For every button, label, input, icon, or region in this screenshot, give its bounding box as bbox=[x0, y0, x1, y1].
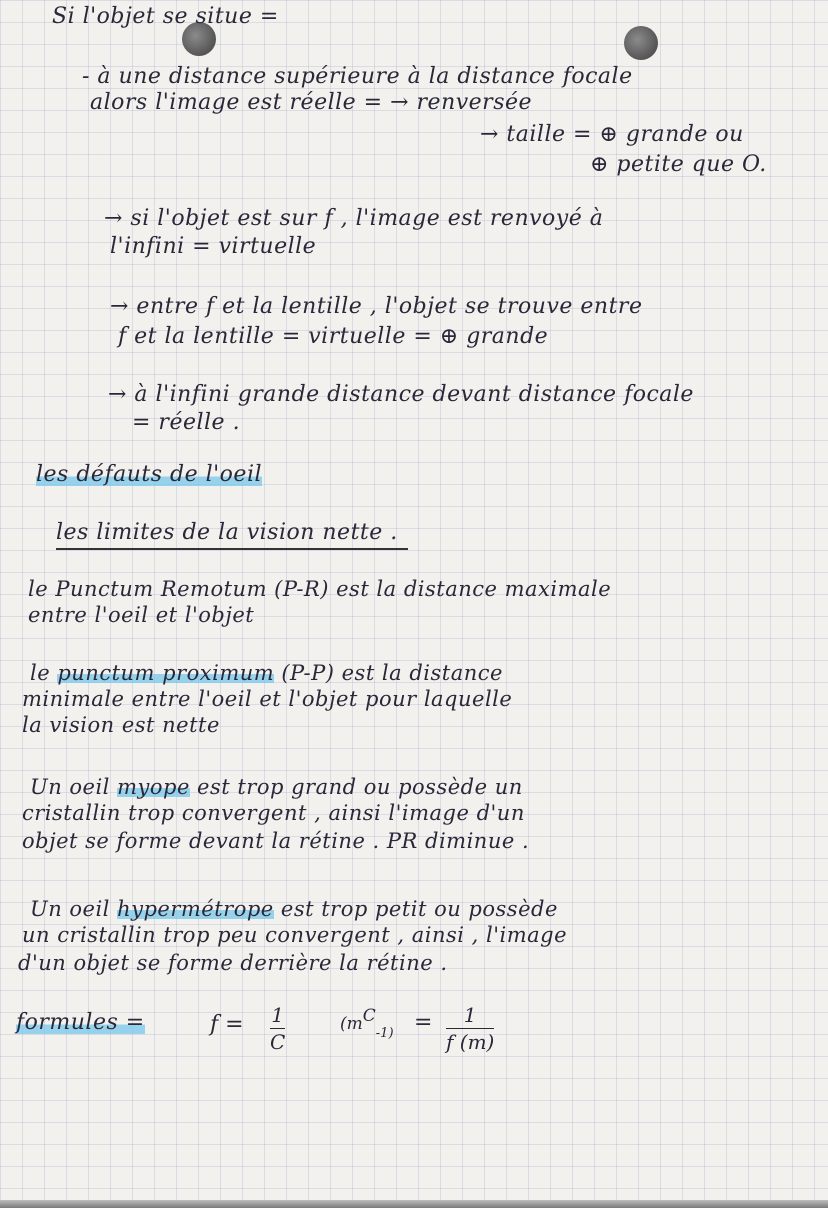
myope-line2: cristallin trop convergent , ainsi l'image d'un bbox=[22, 801, 525, 825]
formula-1-numerator: 1 bbox=[271, 1003, 285, 1027]
case1-line3: → taille = ⊕ grande ou bbox=[480, 122, 744, 147]
formula-2-lhs-c: C bbox=[362, 1006, 376, 1026]
formula-1-lhs: f = bbox=[210, 1012, 244, 1037]
myope-line3: objet se forme devant la rétine . PR diminue . bbox=[22, 829, 530, 853]
myope-line1 bbox=[30, 774, 523, 800]
case3-line1: → entre f et la lentille , l'objet se trouve entre bbox=[110, 294, 643, 319]
punch-hole bbox=[624, 26, 658, 60]
hyper-line1-post: est trop petit ou possède bbox=[273, 897, 558, 921]
formula-2-fraction bbox=[446, 1004, 494, 1053]
case1-line1: - à une distance supérieure à la distance focale bbox=[82, 64, 633, 89]
hyper-line3: d'un objet se forme derrière la rétine . bbox=[18, 951, 448, 975]
heading-defauts: les défauts de l'oeil bbox=[36, 462, 263, 487]
myope-line1-post: est trop grand ou possède un bbox=[189, 775, 523, 799]
pr-line2: entre l'oeil et l'objet bbox=[28, 603, 255, 627]
formula-2-equals: = bbox=[414, 1010, 433, 1035]
hyper-line1-pre: Un oeil bbox=[30, 897, 118, 921]
formula-2-numerator: 1 bbox=[463, 1003, 477, 1027]
fraction-bar bbox=[446, 1028, 494, 1029]
formula-1-denominator: C bbox=[270, 1030, 286, 1054]
page-bottom-edge bbox=[0, 1200, 828, 1208]
formula-2-lhs bbox=[340, 1006, 394, 1041]
formules-label: formules = bbox=[16, 1010, 145, 1035]
case1-line4: ⊕ petite que O. bbox=[590, 152, 767, 177]
pp-line1-pre: le bbox=[30, 661, 58, 685]
case4-line1: → à l'infini grande distance devant distance focale bbox=[108, 382, 694, 407]
hyper-line2: un cristallin trop peu convergent , ainsi , l'image bbox=[22, 923, 568, 947]
case3-line2: f et la lentille = virtuelle = ⊕ grande bbox=[118, 324, 549, 349]
pp-line2: minimale entre l'oeil et l'objet pour laquelle bbox=[22, 687, 513, 711]
pp-line1 bbox=[30, 660, 503, 686]
case2-line1: → si l'objet est sur f , l'image est renvoyé à bbox=[104, 206, 604, 231]
subheading-limites: les limites de la vision nette . bbox=[56, 520, 408, 550]
case2-line2: l'infini = virtuelle bbox=[110, 234, 317, 259]
fraction-bar bbox=[270, 1028, 285, 1029]
formula-2-lhs-open: (m bbox=[340, 1014, 363, 1034]
hyper-line1 bbox=[30, 896, 558, 922]
case1-line2: alors l'image est réelle = → renversée bbox=[90, 90, 533, 115]
pp-highlight: punctum proximum bbox=[57, 661, 275, 685]
intro-line: Si l'objet se situe = bbox=[52, 4, 279, 29]
formula-2-lhs-sub: -1) bbox=[375, 1026, 394, 1041]
pr-line1: le Punctum Remotum (P-R) est la distance maximale bbox=[28, 577, 612, 601]
case4-line2: = réelle . bbox=[132, 410, 241, 435]
formula-1-fraction bbox=[270, 1004, 285, 1053]
pp-line1-post: (P-P) est la distance bbox=[274, 661, 503, 685]
myope-line1-pre: Un oeil bbox=[30, 775, 118, 799]
formula-2-denominator: f (m) bbox=[446, 1030, 495, 1054]
pp-line3: la vision est nette bbox=[22, 713, 220, 737]
hypermetrope-highlight: hypermétrope bbox=[117, 897, 274, 921]
myope-highlight: myope bbox=[117, 775, 190, 799]
